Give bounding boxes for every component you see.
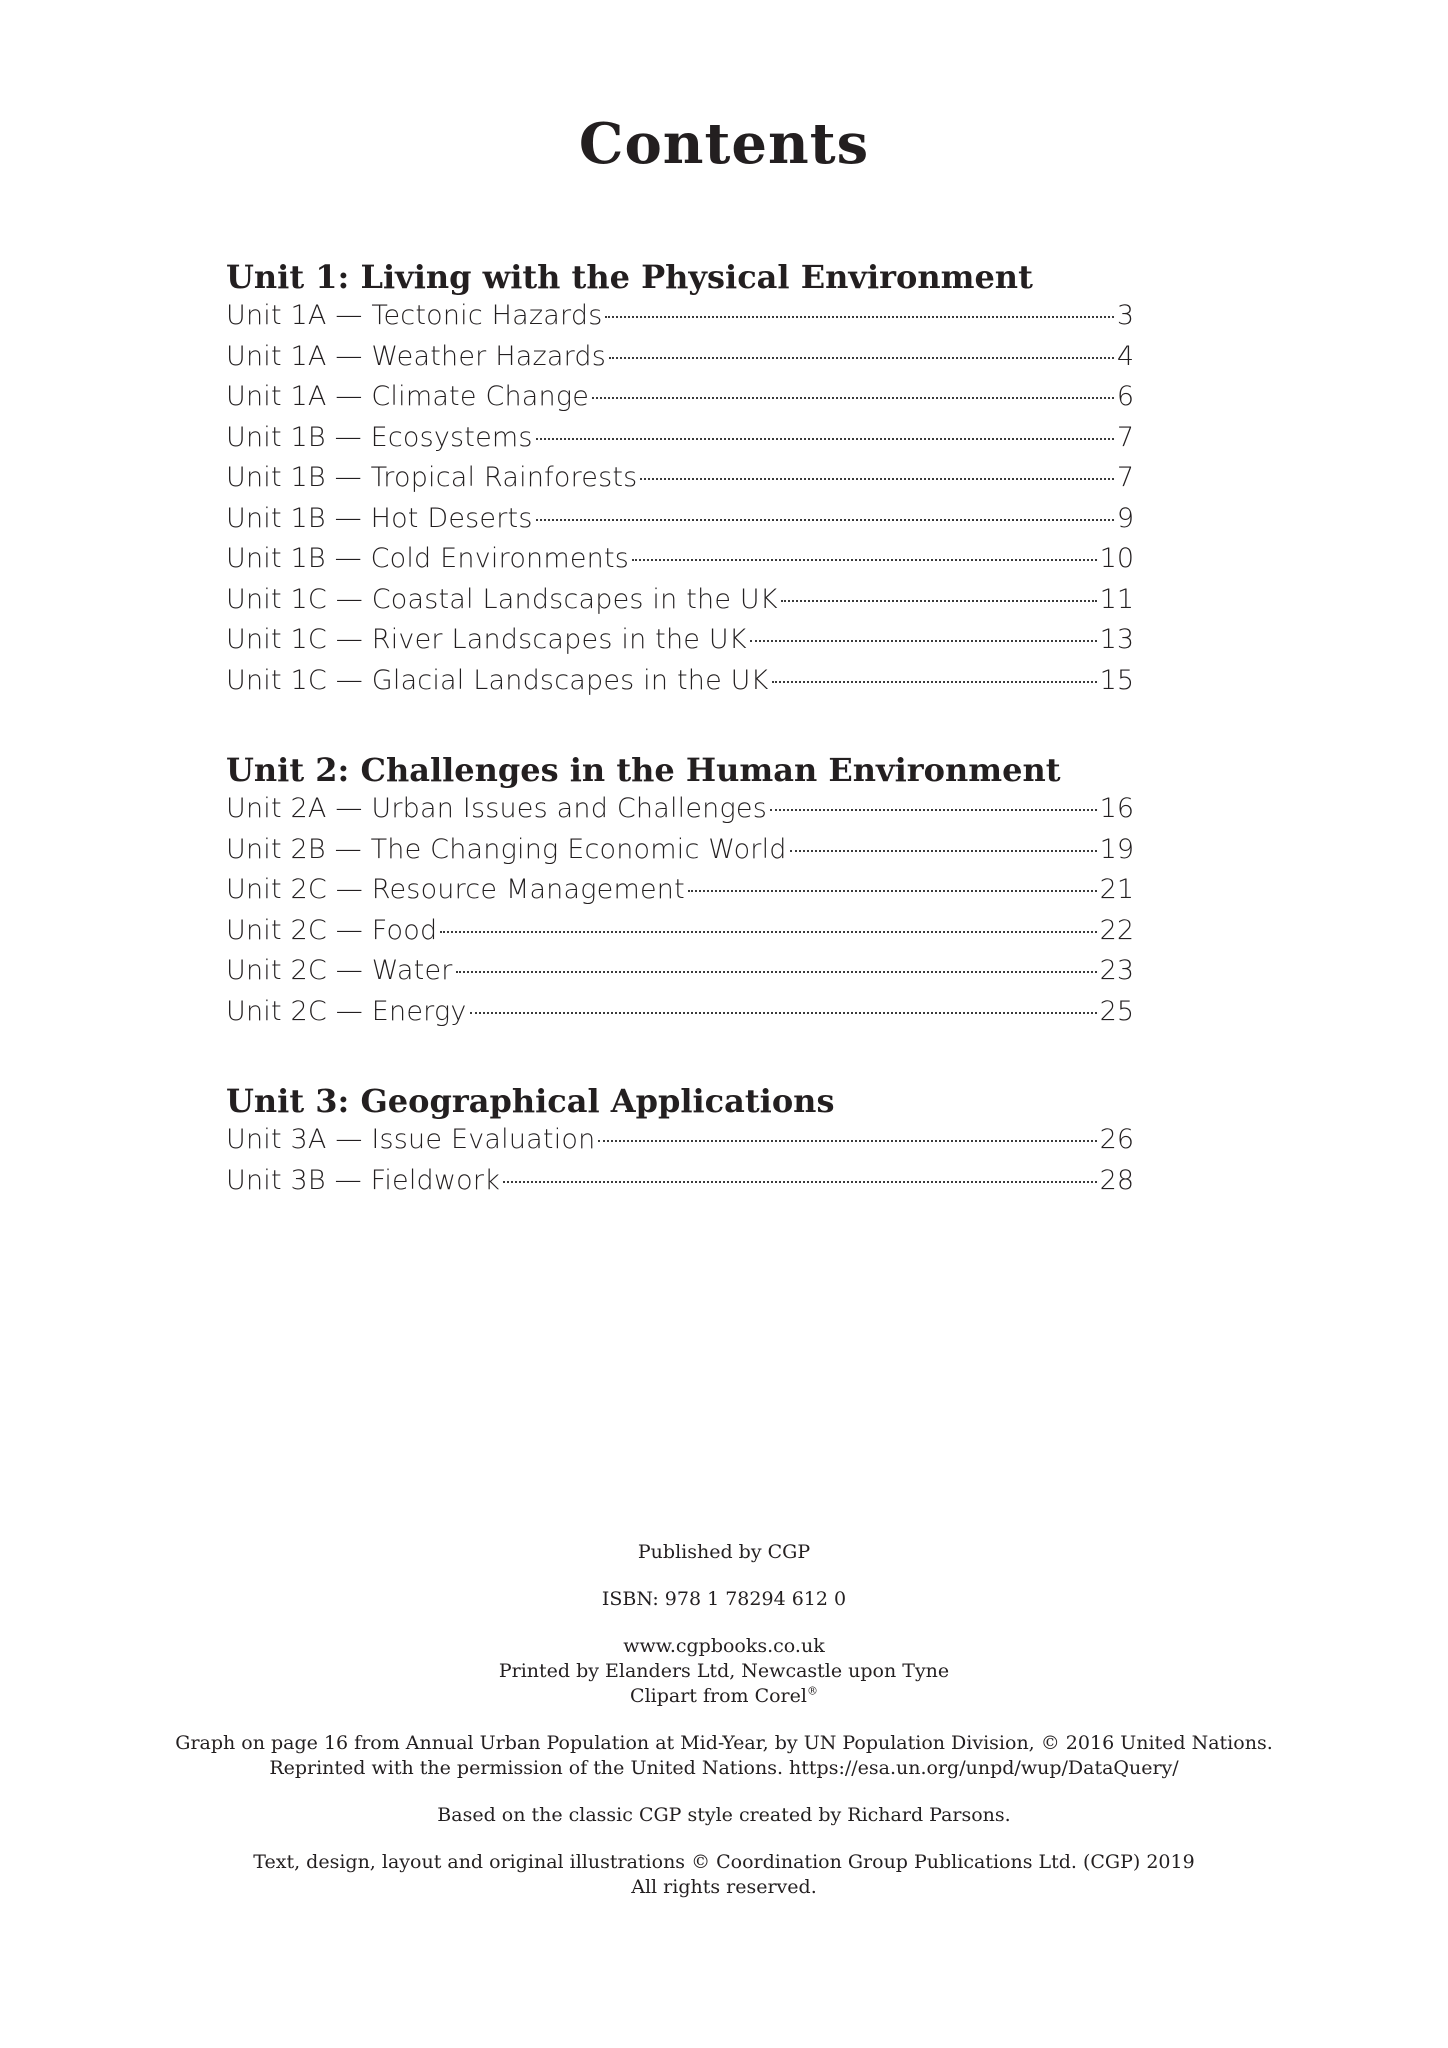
toc-entry-page: 22 (1099, 914, 1134, 946)
toc-entry-page: 28 (1099, 1164, 1134, 1196)
toc-entry[interactable] (226, 584, 1134, 625)
website-link: www.cgpbooks.co.uk (623, 1635, 825, 1657)
toc-entry[interactable] (226, 955, 1134, 996)
toc-entry-label: Unit 2C — Water (226, 955, 453, 986)
toc-entry-page: 15 (1099, 664, 1134, 696)
toc-entry-label: Unit 1C — Coastal Landscapes in the UK (226, 583, 778, 615)
dot-leader (640, 478, 1113, 480)
clipart-text: Clipart from Corel (630, 1685, 807, 1707)
toc-entry-page: 7 (1116, 462, 1134, 493)
toc-entry-label: Unit 1A — Weather Hazards (226, 340, 607, 372)
toc-entry[interactable] (226, 915, 1134, 956)
dot-leader (609, 357, 1114, 359)
toc-entry[interactable] (226, 874, 1134, 915)
graph-credit-line: Graph on page 16 from Annual Urban Population at Mid-Year, by UN Population Division, © 2016 United Nations. (175, 1732, 1273, 1754)
toc-entry[interactable] (226, 381, 1134, 422)
dot-leader (598, 1140, 1096, 1142)
dot-leader (440, 931, 1096, 933)
toc-entry-label: Unit 1B — Tropical Rainforests (226, 462, 638, 493)
toc-entry[interactable] (226, 996, 1134, 1037)
toc-entry-page: 7 (1116, 421, 1134, 453)
toc-entry-page: 13 (1099, 624, 1134, 655)
toc-entry-label: Unit 3B — Fieldwork (226, 1164, 501, 1196)
dot-leader (750, 640, 1097, 642)
dot-leader (781, 600, 1097, 602)
toc-entry[interactable] (226, 793, 1134, 834)
registered-mark: ® (806, 1684, 818, 1698)
toc-entry-page: 26 (1099, 1124, 1134, 1155)
toc-entry-page: 21 (1099, 874, 1134, 905)
toc-entry[interactable] (226, 300, 1134, 341)
dot-leader (536, 438, 1114, 440)
unit-2-section (226, 747, 1134, 1036)
toc-entry[interactable] (226, 624, 1134, 665)
colophon (0, 1540, 1448, 1900)
toc-entry-page: 16 (1099, 793, 1134, 824)
toc-entry-label: Unit 2B — The Changing Economic World (226, 833, 787, 865)
isbn-line: ISBN: 978 1 78294 612 0 (601, 1588, 847, 1610)
toc-entry[interactable] (226, 834, 1134, 875)
dot-leader (772, 681, 1097, 683)
unit-2-entries (226, 793, 1134, 1036)
toc-entry[interactable] (226, 543, 1134, 584)
toc-entry-page: 3 (1116, 300, 1134, 331)
graph-credit-line-2: Reprinted with the permission of the United Nations. https://esa.un.org/unpd/wup/DataQuery/ (269, 1757, 1179, 1779)
publisher-line: Published by CGP (637, 1541, 811, 1563)
page-title: Contents (578, 111, 870, 177)
dot-leader (456, 971, 1097, 973)
toc-entry-page: 6 (1116, 381, 1134, 412)
toc-entry-label: Unit 1C — River Landscapes in the UK (226, 624, 747, 655)
unit-3-heading: Unit 3: Geographical Applications (226, 1082, 835, 1120)
toc-entry-label: Unit 2C — Energy (226, 995, 467, 1027)
unit-2-heading: Unit 2: Challenges in the Human Environment (226, 751, 1061, 789)
toc-entry-label: Unit 1A — Climate Change (226, 381, 590, 412)
toc-entry[interactable] (226, 665, 1134, 706)
dot-leader (688, 890, 1097, 892)
toc-entry-label: Unit 1A — Tectonic Hazards (226, 300, 603, 331)
toc-entry-label: Unit 2C — Food (226, 914, 438, 946)
style-credit-line: Based on the classic CGP style created by Richard Parsons. (437, 1804, 1011, 1826)
unit-3-entries (226, 1124, 1134, 1205)
toc-entry[interactable] (226, 462, 1134, 503)
toc-entry-page: 4 (1116, 340, 1134, 372)
dot-leader (470, 1012, 1097, 1014)
dot-leader (605, 316, 1113, 318)
toc-entry[interactable] (226, 341, 1134, 382)
toc-entry-label: Unit 1B — Cold Environments (226, 543, 630, 574)
dot-leader (770, 809, 1097, 811)
toc-entry[interactable] (226, 1165, 1134, 1206)
dot-leader (632, 559, 1097, 561)
toc-entry[interactable] (226, 1124, 1134, 1165)
toc-entry-page: 11 (1099, 583, 1134, 615)
unit-1-heading: Unit 1: Living with the Physical Environment (226, 258, 1033, 296)
toc-entry-page: 9 (1116, 502, 1134, 534)
toc-entry-label: Unit 1B — Hot Deserts (226, 502, 533, 534)
clipart-line (0, 1684, 1448, 1709)
dot-leader (790, 850, 1097, 852)
unit-1-section (226, 254, 1134, 705)
toc-entry[interactable] (226, 422, 1134, 463)
dot-leader (503, 1181, 1097, 1183)
dot-leader (592, 397, 1114, 399)
toc-entry-page: 19 (1099, 833, 1134, 865)
table-of-contents (226, 254, 1134, 1205)
unit-1-entries (226, 300, 1134, 705)
toc-entry-page: 25 (1099, 995, 1134, 1027)
unit-3-section (226, 1078, 1134, 1205)
toc-entry-page: 10 (1099, 543, 1134, 574)
toc-entry-label: Unit 1B — Ecosystems (226, 421, 533, 453)
rights-line: All rights reserved. (631, 1876, 817, 1898)
toc-entry[interactable] (226, 503, 1134, 544)
toc-entry-label: Unit 3A — Issue Evaluation (226, 1124, 596, 1155)
toc-entry-label: Unit 2C — Resource Management (226, 874, 685, 905)
printer-line: Printed by Elanders Ltd, Newcastle upon Tyne (498, 1660, 950, 1682)
toc-entry-page: 23 (1099, 955, 1134, 986)
toc-entry-label: Unit 2A — Urban Issues and Challenges (226, 793, 767, 824)
toc-entry-label: Unit 1C — Glacial Landscapes in the UK (226, 664, 769, 696)
copyright-line: Text, design, layout and original illustrations © Coordination Group Publications Ltd. (CGP) 2019 (253, 1851, 1195, 1873)
dot-leader (536, 519, 1114, 521)
